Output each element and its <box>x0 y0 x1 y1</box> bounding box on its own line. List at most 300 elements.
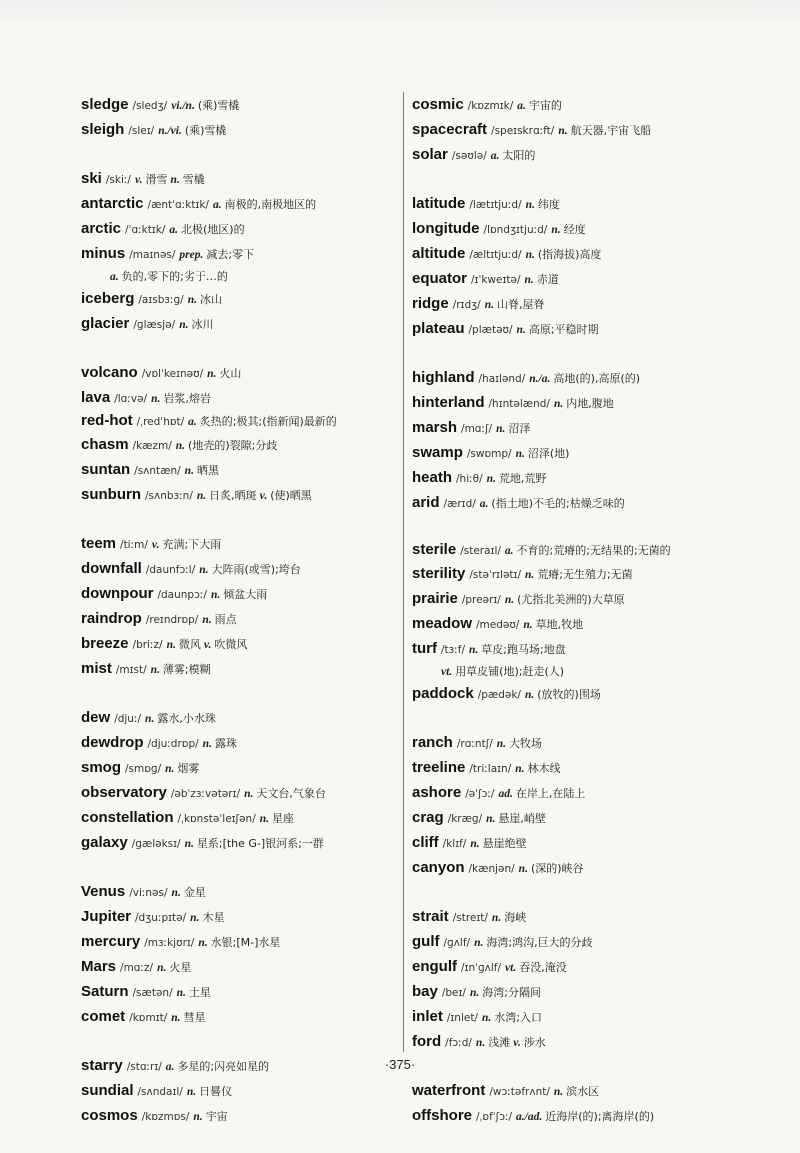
dictionary-entry <box>81 287 381 312</box>
definition: 南极的,南极地区的 <box>224 198 317 211</box>
definition: 荒瘠;无生殖力;无菌 <box>537 567 633 581</box>
part-of-speech: a. <box>169 224 179 236</box>
part-of-speech: n. <box>171 1011 181 1024</box>
definition: 纬度 <box>537 198 560 211</box>
dictionary-entry <box>81 1104 381 1129</box>
definition: 悬崖绝壁 <box>482 836 527 850</box>
definition: 冰山 <box>199 293 222 306</box>
phonetic: /sleɪ/ <box>128 125 155 137</box>
headword: smog <box>81 758 122 776</box>
dictionary-entry <box>81 831 381 856</box>
phonetic: /sledʒ/ <box>132 100 168 112</box>
phonetic: /swɒmp/ <box>466 448 512 460</box>
dictionary-entry <box>412 366 712 391</box>
phonetic: /mɜːkjʊrɪ/ <box>144 936 195 949</box>
phonetic: /səʊlə/ <box>451 150 487 162</box>
phonetic: /tiːm/ <box>120 538 148 551</box>
part-of-speech: n. <box>474 936 484 949</box>
definition: 草皮;跑马场;地盘 <box>481 642 566 656</box>
part-of-speech: n. <box>524 568 535 581</box>
part-of-speech-secondary: v. <box>203 638 212 651</box>
headword: bay <box>412 982 438 1000</box>
definition: 北极(地区)的 <box>181 223 245 236</box>
headword: prairie <box>412 589 458 607</box>
definition: 悬崖,峭壁 <box>498 811 546 825</box>
part-of-speech: n. <box>198 936 208 949</box>
headword: waterfront <box>412 1081 486 1099</box>
phonetic: /djuː/ <box>114 712 142 725</box>
dictionary-entry <box>412 441 712 466</box>
entry-group <box>412 1079 712 1129</box>
headword: solar <box>412 146 448 163</box>
phonetic: /pædək/ <box>477 688 521 701</box>
phonetic: /stɑːrɪ/ <box>126 1060 162 1073</box>
headword: spacecraft <box>412 121 488 138</box>
definition: 冰川 <box>191 318 214 331</box>
entry-group <box>81 880 381 1030</box>
dictionary-entry <box>412 856 712 881</box>
phonetic: /kræɡ/ <box>447 812 483 825</box>
dictionary-entry <box>412 466 712 491</box>
definition: 滨水区 <box>566 1084 600 1098</box>
definition: 火山 <box>219 367 242 380</box>
headword: volcano <box>81 364 138 381</box>
definition: 草地,牧地 <box>535 617 584 631</box>
definition: 日晷仪 <box>199 1084 233 1098</box>
headword: downpour <box>81 584 154 602</box>
definition: 沼泽 <box>508 422 531 435</box>
headword: turf <box>412 639 437 657</box>
definition: 滑雪 <box>145 173 168 186</box>
phonetic: /steraɪl/ <box>460 545 501 557</box>
headword: ranch <box>412 733 453 751</box>
headword: cosmos <box>81 1106 138 1124</box>
part-of-speech: a. <box>212 199 222 211</box>
dictionary-entry <box>412 217 712 242</box>
part-of-speech: n. <box>553 1085 564 1098</box>
headword: mercury <box>81 932 141 950</box>
headword: heath <box>412 469 453 486</box>
phonetic: /əbˈzɜːvətərɪ/ <box>170 787 241 800</box>
page-top-edge <box>0 0 800 24</box>
definition: (地壳的)裂隙;分歧 <box>188 438 278 452</box>
definition: 太阳的 <box>502 149 536 162</box>
definition: 大阵雨(或雪);垮台 <box>211 562 301 576</box>
dictionary-entry <box>81 930 381 955</box>
phonetic: /rɪdʒ/ <box>452 299 481 311</box>
definition: 充满;下大雨 <box>162 537 222 551</box>
phonetic: /mɪst/ <box>115 663 147 676</box>
part-of-speech: a. <box>479 498 489 510</box>
phonetic: /speɪskrɑːft/ <box>491 125 555 137</box>
phonetic: /vɒlˈkeɪnəʊ/ <box>141 368 204 380</box>
part-of-speech: n. <box>165 762 175 775</box>
phonetic: /fɔːd/ <box>445 1036 472 1049</box>
dictionary-entry <box>412 491 712 516</box>
dictionary-entry <box>81 632 381 657</box>
definition: 宇宙 <box>205 1109 228 1123</box>
dictionary-entry <box>81 557 381 582</box>
part-of-speech: n. <box>175 439 186 452</box>
part-of-speech: n. <box>145 712 155 725</box>
headword: sterility <box>412 564 466 582</box>
headword: downfall <box>81 559 142 577</box>
phonetic: /æltɪtjuːd/ <box>469 249 522 261</box>
part-of-speech: n. <box>486 812 496 825</box>
phonetic: /kɒzmɒs/ <box>141 1110 190 1123</box>
dictionary-entry <box>412 756 712 781</box>
phonetic: /ɡlæsjə/ <box>133 319 176 331</box>
dictionary-entry <box>412 637 712 662</box>
dictionary-entry <box>81 532 381 557</box>
headword: meadow <box>412 614 473 632</box>
phonetic: /reɪndrɒp/ <box>145 613 199 626</box>
dictionary-entry <box>412 930 712 955</box>
phonetic: /lætɪtjuːd/ <box>469 199 522 211</box>
part-of-speech: n. <box>524 274 534 286</box>
headword: Venus <box>81 882 126 900</box>
dictionary-entry <box>81 192 381 217</box>
part-of-speech: n. <box>157 961 167 974</box>
headword: sledge <box>81 96 129 113</box>
headword: chasm <box>81 435 129 453</box>
part-of-speech-secondary: n. <box>170 174 180 186</box>
phonetic: /kɒzmɪk/ <box>467 100 514 112</box>
dictionary-entry <box>81 955 381 980</box>
part-of-speech: n./a. <box>529 373 551 385</box>
definition: 金星 <box>183 885 206 899</box>
phonetic: /tɜːf/ <box>441 643 466 656</box>
part-of-speech: v. <box>151 538 160 551</box>
part-of-speech-secondary: v. <box>259 489 268 502</box>
definition: 大牧场 <box>509 736 543 750</box>
definition-continuation-text: 负的,零下的;劣于…的 <box>121 270 228 283</box>
headword: longitude <box>412 220 480 237</box>
phonetic: /ˌredˈhɒt/ <box>136 416 185 428</box>
definition-secondary: 雪橇 <box>182 173 205 186</box>
part-of-speech-continuation: a. <box>110 271 119 283</box>
headword: comet <box>81 1007 126 1025</box>
definition: 火星 <box>169 960 192 974</box>
part-of-speech: n. <box>199 563 209 576</box>
definition: (乘)雪橇 <box>184 124 227 137</box>
dictionary-entry <box>81 731 381 756</box>
part-of-speech: n. <box>515 762 525 775</box>
part-of-speech: prep. <box>179 249 204 261</box>
headword: altitude <box>412 245 466 262</box>
part-of-speech: n. <box>186 1085 197 1098</box>
definition: 浅滩 <box>488 1035 511 1049</box>
part-of-speech: a. <box>188 416 197 428</box>
part-of-speech: n. <box>504 593 515 606</box>
part-of-speech: n. <box>176 986 186 999</box>
definition: 露珠 <box>214 736 237 750</box>
headword: treeline <box>412 758 466 776</box>
part-of-speech: n. <box>475 1036 486 1049</box>
dictionary-entry <box>412 612 712 637</box>
definition: (尤指北美洲的)大草原 <box>517 592 625 606</box>
definition: 木星 <box>202 910 225 924</box>
entry-group <box>81 167 381 337</box>
dictionary-entry <box>81 242 381 267</box>
headword: crag <box>412 808 444 826</box>
part-of-speech: n. <box>171 886 181 899</box>
headword: sunburn <box>81 485 141 503</box>
definition: 赤道 <box>536 273 559 286</box>
definition: 高地(的),高原(的) <box>553 372 641 385</box>
phonetic: /lɒndʒɪtjuːd/ <box>483 224 548 236</box>
definition: 沼泽(地) <box>527 447 570 460</box>
headword: observatory <box>81 783 167 801</box>
phonetic: /daunfɔːl/ <box>145 563 196 576</box>
phonetic: /ˌkɒnstəˈleɪʃən/ <box>177 812 256 825</box>
part-of-speech: n. <box>525 199 535 211</box>
dictionary-entry <box>81 433 381 458</box>
definition: 在岸上,在陆上 <box>515 786 586 800</box>
headword: minus <box>81 245 126 262</box>
phonetic: /sætən/ <box>132 986 173 999</box>
part-of-speech: n. <box>523 618 533 631</box>
entry-group <box>81 361 381 508</box>
dictionary-entry <box>412 192 712 217</box>
phonetic: /sʌntæn/ <box>134 464 181 477</box>
definition: 内地,腹地 <box>566 397 614 410</box>
phonetic: /wɔːtəfrʌnt/ <box>489 1085 550 1098</box>
headword: lava <box>81 389 111 406</box>
phonetic: /ɡæləksɪ/ <box>131 837 181 850</box>
phonetic: /rɑːntʃ/ <box>456 737 493 750</box>
part-of-speech: n. <box>491 911 502 924</box>
dictionary-entry <box>81 607 381 632</box>
headword: Jupiter <box>81 907 132 925</box>
headword: ridge <box>412 295 449 312</box>
part-of-speech: n. <box>469 643 479 656</box>
dictionary-entry <box>81 806 381 831</box>
entry-group <box>412 731 712 881</box>
phonetic: /triːlaɪn/ <box>469 762 512 775</box>
entry-group <box>412 366 712 516</box>
phonetic: /hiːθ/ <box>456 473 483 485</box>
part-of-speech: n. <box>558 125 568 137</box>
phonetic: /dʒuːpɪtə/ <box>135 911 187 924</box>
definition: 减去;零下 <box>206 248 255 261</box>
definition: 近海岸(的);离海岸(的) <box>545 1109 655 1123</box>
headword: sterile <box>412 541 457 558</box>
dictionary-entry <box>412 391 712 416</box>
definition: 水湾;入口 <box>494 1010 542 1024</box>
phonetic: /djuːdrɒp/ <box>147 737 199 750</box>
entry-group <box>412 192 712 342</box>
headword: teem <box>81 534 117 552</box>
definition: 天文台,气象台 <box>256 786 326 800</box>
dictionary-entry <box>412 1104 712 1129</box>
dictionary-entry <box>412 955 712 980</box>
definition: 微风 <box>178 637 201 651</box>
headword: marsh <box>412 419 458 436</box>
part-of-speech: n. <box>259 812 270 825</box>
headword: iceberg <box>81 290 135 307</box>
part-of-speech: n. <box>193 1110 203 1123</box>
definition: 星座 <box>272 811 295 825</box>
headword: inlet <box>412 1007 443 1025</box>
headword: latitude <box>412 195 466 212</box>
part-of-speech: n. <box>184 464 194 477</box>
part-of-speech: n. <box>551 224 561 236</box>
dictionary-entry <box>412 587 712 612</box>
dictionary-entry <box>412 781 712 806</box>
definition: 星系;[the G-]银河系;一群 <box>196 836 324 850</box>
part-of-speech: n. <box>496 737 507 750</box>
phonetic: /preərɪ/ <box>461 593 501 606</box>
definition-continuation <box>412 662 712 682</box>
phonetic: /lɑːvə/ <box>114 393 148 405</box>
part-of-speech: n. <box>525 249 535 261</box>
dictionary-entry <box>412 292 712 317</box>
part-of-speech: ad. <box>498 787 513 800</box>
part-of-speech: n. <box>469 986 480 999</box>
phonetic: /maɪnəs/ <box>129 249 176 261</box>
definition: 炙热的;极其;(指新闻)最新的 <box>199 415 337 428</box>
phonetic: /stəˈrɪlətɪ/ <box>469 568 521 581</box>
headword: ashore <box>412 783 462 801</box>
definition: 吞没,淹没 <box>519 960 567 974</box>
phonetic: /aɪsbɜːɡ/ <box>138 294 184 306</box>
headword: highland <box>412 369 475 386</box>
dictionary-entry <box>412 1079 712 1104</box>
dictionary-entry <box>81 706 381 731</box>
headword: equator <box>412 270 468 287</box>
headword: plateau <box>412 320 465 337</box>
part-of-speech: vt. <box>505 961 517 974</box>
headword: engulf <box>412 957 457 975</box>
headword: paddock <box>412 684 474 702</box>
part-of-speech: n. <box>244 787 254 800</box>
dictionary-entry <box>412 267 712 292</box>
part-of-speech: a. <box>504 545 514 557</box>
definition: 彗星 <box>183 1010 206 1024</box>
dictionary-entry <box>81 411 363 433</box>
phonetic: /ɪˈkweɪtə/ <box>471 274 521 286</box>
phonetic: /plætəʊ/ <box>468 324 513 336</box>
definition: 岩浆,熔岩 <box>163 392 211 405</box>
dictionary-entry <box>81 756 381 781</box>
headword: cosmic <box>412 96 464 113</box>
definition: 烟雾 <box>177 761 200 775</box>
dictionary-entry <box>412 416 712 441</box>
headword: antarctic <box>81 195 144 212</box>
phonetic: /kænjən/ <box>468 862 515 875</box>
headword: sundial <box>81 1081 134 1099</box>
phonetic: /streɪt/ <box>452 911 488 924</box>
entry-group <box>412 540 712 707</box>
definition: 海峡 <box>504 910 527 924</box>
part-of-speech: n. <box>179 319 189 331</box>
definition: 薄雾;模糊 <box>162 662 211 676</box>
dictionary-entry <box>412 806 712 831</box>
part-of-speech-continuation: vt. <box>441 665 453 678</box>
phonetic: /ˈɑːktɪk/ <box>125 224 166 236</box>
part-of-speech: a. <box>165 1060 175 1073</box>
part-of-speech: n. <box>210 588 221 601</box>
phonetic: /əˈʃɔː/ <box>465 787 495 800</box>
right-column <box>412 93 712 1153</box>
dictionary-entry <box>412 831 712 856</box>
phonetic: /daunpɔː/ <box>157 588 207 601</box>
phonetic: /æntˈɑːktɪk/ <box>147 199 209 211</box>
part-of-speech: v. <box>134 174 143 186</box>
phonetic: /mɑːz/ <box>120 961 154 974</box>
part-of-speech: n. <box>470 837 480 850</box>
part-of-speech: n. <box>481 1011 492 1024</box>
part-of-speech: n. <box>196 489 207 502</box>
phonetic: /skiː/ <box>105 174 131 186</box>
dictionary-entry <box>81 483 381 508</box>
phonetic: /haɪlənd/ <box>478 373 526 385</box>
entry-group <box>412 905 712 1055</box>
headword: Mars <box>81 957 117 975</box>
phonetic: /smɒɡ/ <box>125 762 162 775</box>
dictionary-entry <box>412 143 712 168</box>
headword: raindrop <box>81 609 142 627</box>
headword: hinterland <box>412 394 485 411</box>
definition: 高原;平稳时期 <box>528 323 599 336</box>
phonetic: /ɪnˈɡʌlf/ <box>461 961 502 974</box>
definition-secondary: 吹微风 <box>214 637 248 651</box>
dictionary-entry <box>81 118 381 143</box>
phonetic: /hɪntəlænd/ <box>488 398 550 410</box>
headword: suntan <box>81 460 131 478</box>
definition: 多星的;闪亮如星的 <box>177 1059 270 1073</box>
definition: 海湾;分隔间 <box>482 985 541 999</box>
definition: (放牧的)围场 <box>537 687 601 701</box>
dictionary-entry <box>81 458 381 483</box>
dictionary-entry <box>81 386 381 411</box>
headword: gulf <box>412 932 440 950</box>
dictionary-entry <box>81 980 381 1005</box>
headword: red-hot <box>81 412 133 429</box>
part-of-speech: n. <box>184 837 194 850</box>
definition: 山脊,屋脊 <box>497 298 545 311</box>
entry-group <box>81 706 381 856</box>
definition-continuation <box>81 267 381 287</box>
headword: sleigh <box>81 121 125 138</box>
phonetic: /kæzm/ <box>132 439 172 452</box>
headword: strait <box>412 907 449 925</box>
part-of-speech: n. <box>190 911 200 924</box>
phonetic: /viːnəs/ <box>129 886 168 899</box>
definition: 不育的;荒瘠的;无结果的;无菌的 <box>516 544 671 557</box>
headword: arid <box>412 494 440 511</box>
dictionary-entry <box>412 980 712 1005</box>
definition: 雨点 <box>214 612 237 626</box>
definition: 经度 <box>563 223 586 236</box>
part-of-speech: n. <box>484 299 494 311</box>
dictionary-entry <box>412 682 712 707</box>
headword: dewdrop <box>81 733 144 751</box>
headword: Saturn <box>81 982 129 1000</box>
definition: 航天器,宇宙飞船 <box>570 124 652 137</box>
phonetic: /kɒmɪt/ <box>129 1011 168 1024</box>
headword: galaxy <box>81 833 128 851</box>
headword: offshore <box>412 1106 472 1124</box>
definition: (乘)雪橇 <box>197 99 240 112</box>
dictionary-entry <box>81 217 381 242</box>
headword: ski <box>81 170 102 187</box>
entry-group <box>412 93 712 168</box>
definition: (指土地)不毛的;枯燥乏味的 <box>491 497 625 510</box>
part-of-speech: n. <box>553 398 564 410</box>
entry-group <box>81 93 381 143</box>
